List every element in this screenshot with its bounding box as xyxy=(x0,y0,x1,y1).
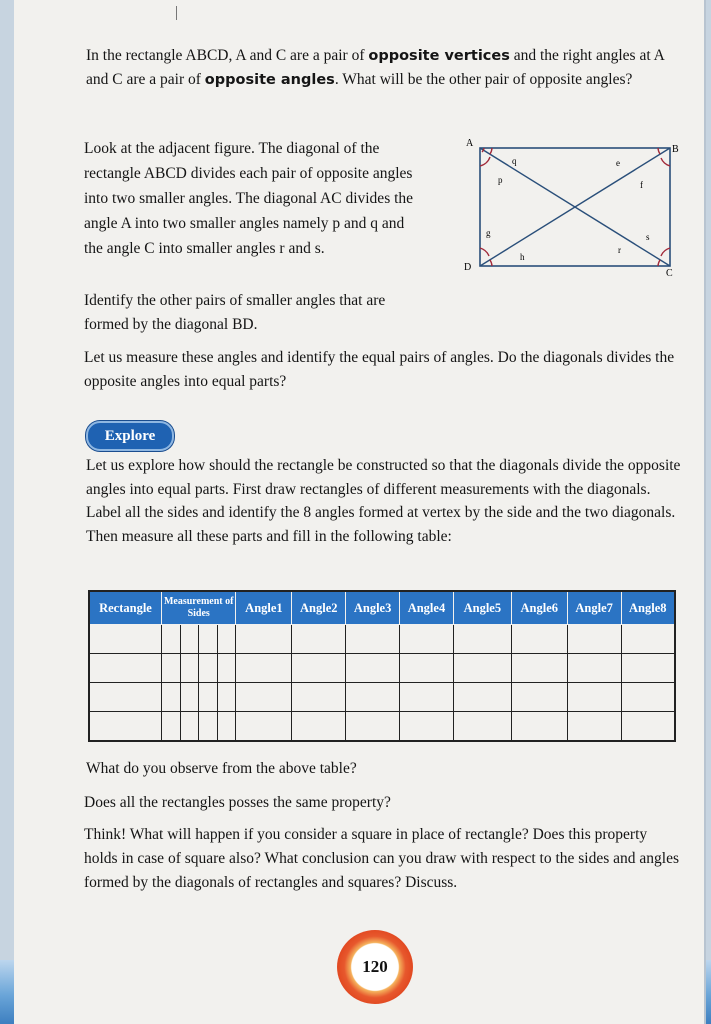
table-cell xyxy=(453,654,511,683)
intro-text-1: In the rectangle ABCD, A and C are a pair of xyxy=(86,47,369,64)
table-cell xyxy=(217,625,236,654)
table-cell xyxy=(400,683,454,712)
measure-paragraph: Let us measure these angles and identify the equal pairs of angles. Do the diagonals divides the opposite angles into equal parts? xyxy=(84,349,675,390)
table-cell xyxy=(292,654,346,683)
table-cell xyxy=(453,683,511,712)
header-angle1: Angle1 xyxy=(236,591,292,625)
table-cell xyxy=(236,625,292,654)
question-think: Think! What will happen if you consider a square in place of rectangle? Does this property holds in case of square also? What conclusion can you draw with respect to the sides and angles formed by the diagonals of rectangles and squares? Discuss. xyxy=(84,826,680,891)
term-opposite-angles: opposite angles xyxy=(204,72,335,88)
header-angle2: Angle2 xyxy=(292,591,346,625)
table-cell xyxy=(236,683,292,712)
angle-label-f: f xyxy=(640,180,643,190)
table-row xyxy=(89,625,675,654)
table-cell xyxy=(400,625,454,654)
table-cell xyxy=(400,712,454,742)
table-cell xyxy=(292,712,346,742)
table-cell xyxy=(567,625,621,654)
table-cell xyxy=(453,625,511,654)
header-measurement-of-sides: Measurement of Sides xyxy=(161,591,236,625)
rectangle-diagonals-figure xyxy=(460,136,690,282)
table-cell xyxy=(236,712,292,742)
page-number: 120 xyxy=(362,957,388,976)
header-angle7: Angle7 xyxy=(567,591,621,625)
table-row xyxy=(89,654,675,683)
intro-paragraph xyxy=(86,44,686,92)
table-cell xyxy=(511,683,567,712)
table-cell xyxy=(89,625,161,654)
pencil-mark xyxy=(176,6,177,20)
question-property: Does all the rectangles posses the same property? xyxy=(84,794,391,811)
table-cell xyxy=(161,654,180,683)
table-cell xyxy=(89,654,161,683)
table-cell xyxy=(621,625,675,654)
table-cell xyxy=(199,625,218,654)
table-cell xyxy=(236,654,292,683)
vertex-c: C xyxy=(666,268,673,279)
table-cell xyxy=(511,712,567,742)
header-angle5: Angle5 xyxy=(453,591,511,625)
table-cell xyxy=(180,625,199,654)
table-cell xyxy=(161,625,180,654)
table-cell xyxy=(400,654,454,683)
table-cell xyxy=(217,683,236,712)
table-cell xyxy=(567,683,621,712)
table-cell xyxy=(621,683,675,712)
angle-label-h: h xyxy=(520,252,525,262)
header-angle4: Angle4 xyxy=(400,591,454,625)
table-row xyxy=(89,683,675,712)
angle-label-s: s xyxy=(646,232,650,242)
table-cell xyxy=(89,683,161,712)
intro-text-3: . What will be the other pair of opposite angles? xyxy=(334,71,633,88)
table-cell xyxy=(217,712,236,742)
table-cell xyxy=(346,712,400,742)
table-cell xyxy=(511,654,567,683)
table-cell xyxy=(453,712,511,742)
identify-paragraph: Identify the other pairs of smaller angles that are formed by the diagonal BD. xyxy=(84,292,386,333)
header-angle3: Angle3 xyxy=(346,591,400,625)
table-cell xyxy=(180,712,199,742)
angle-label-q: q xyxy=(512,156,517,166)
intro-text-2: and the right angles at A and C are a pair of xyxy=(86,47,664,88)
table-cell xyxy=(346,683,400,712)
table-cell xyxy=(89,712,161,742)
table-cell xyxy=(292,625,346,654)
table-cell xyxy=(621,712,675,742)
table-cell xyxy=(199,654,218,683)
table-cell xyxy=(199,712,218,742)
angle-label-e: e xyxy=(616,158,620,168)
table-cell xyxy=(217,654,236,683)
question-observe: What do you observe from the above table? xyxy=(86,760,357,777)
table-body xyxy=(89,625,675,742)
angle-label-g: g xyxy=(486,228,491,238)
table-cell xyxy=(346,625,400,654)
table-cell xyxy=(180,654,199,683)
header-angle8: Angle8 xyxy=(621,591,675,625)
table-header-row xyxy=(89,591,675,625)
table-cell xyxy=(346,654,400,683)
table-cell xyxy=(511,625,567,654)
measurement-table xyxy=(88,590,676,742)
vertex-b: B xyxy=(672,144,679,155)
header-angle6: Angle6 xyxy=(511,591,567,625)
table-row xyxy=(89,712,675,742)
explore-paragraph: Let us explore how should the rectangle be constructed so that the diagonals divide the opposite angles into equal parts. First draw rectangles of different measurements with the diagonals. Label all the sides and identify the 8 angles formed at vertex by the side and the two diagonals. Then measure all these parts and fill in the following table: xyxy=(86,457,681,545)
angle-label-p: p xyxy=(498,175,503,185)
table-cell xyxy=(292,683,346,712)
vertex-a: A xyxy=(466,138,474,149)
figure-explanation: Look at the adjacent figure. The diagonal of the rectangle ABCD divides each pair of opposite angles into two smaller angles. The diagonal AC divides the angle A into two smaller angles namely p and q and the angle C into smaller angles r and s. xyxy=(84,140,414,257)
table-cell xyxy=(161,712,180,742)
table-cell xyxy=(180,683,199,712)
explore-badge: Explore xyxy=(86,421,174,451)
angle-label-r: r xyxy=(618,245,621,255)
table-cell xyxy=(567,712,621,742)
page-number-badge xyxy=(337,930,413,1004)
term-opposite-vertices: opposite vertices xyxy=(368,48,510,64)
header-rectangle: Rectangle xyxy=(89,591,161,625)
vertex-d: D xyxy=(464,262,472,273)
table-cell xyxy=(621,654,675,683)
table-cell xyxy=(161,683,180,712)
table-cell xyxy=(567,654,621,683)
table-cell xyxy=(199,683,218,712)
